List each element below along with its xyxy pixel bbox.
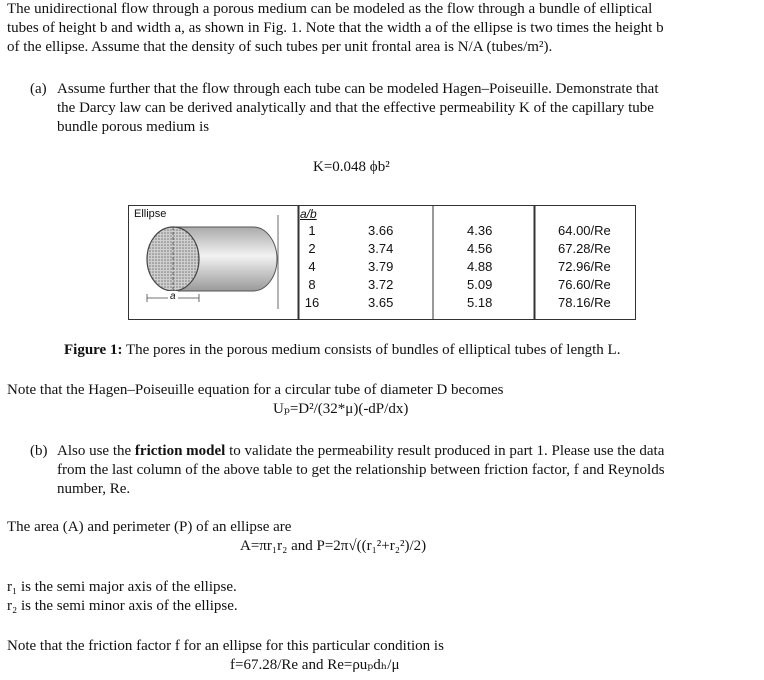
- col2-value: 3.65: [368, 295, 394, 310]
- col4-value: 67.28/Re: [558, 241, 611, 256]
- column-4: [558, 222, 611, 312]
- intro-paragraph: [7, 0, 762, 57]
- r1-note: r₁ is the semi major axis of the ellipse.: [7, 579, 237, 595]
- col4-value: 64.00/Re: [558, 223, 611, 238]
- ab-value: 2: [308, 241, 316, 256]
- part-a-line-3: bundle porous medium is: [57, 119, 210, 135]
- col4-value: 72.96/Re: [558, 259, 611, 274]
- ab-value: 1: [308, 223, 316, 238]
- ab-column: [302, 222, 322, 312]
- friction-note: Note that the friction factor f for an ellipse for this particular condition is: [7, 638, 444, 654]
- intro-line-1: The unidirectional flow through a porous medium can be modeled as the flow through a bundle of elliptical: [7, 1, 653, 17]
- column-2: [368, 222, 393, 312]
- part-a-marker: (a): [30, 81, 47, 97]
- figure-caption-text: The pores in the porous medium consists of bundles of elliptical tubes of length L.: [122, 342, 621, 358]
- col3-value: 5.09: [467, 277, 493, 292]
- part-b-line-1: [57, 442, 757, 461]
- col2-value: 3.66: [368, 223, 394, 238]
- ab-header: a/b: [300, 207, 317, 221]
- part-a-line-1: Assume further that the flow through each tube can be modeled Hagen–Poiseuille. Demonstrate that: [57, 81, 659, 97]
- part-b-line-2: from the last column of the above table to get the relationship between friction factor, f and Reynolds: [57, 462, 665, 478]
- formula-k: K=0.048 ϕb²: [313, 159, 390, 175]
- width-a-label: a: [170, 291, 176, 302]
- part-b-paragraph: [57, 442, 757, 499]
- intro-line-2: tubes of height b and width a, as shown in Fig. 1. Note that the width a of the ellipse is two times the height b: [7, 20, 664, 36]
- intro-line-3: of the ellipse. Assume that the density of such tubes per unit frontal area is N/A (tubes/m²).: [7, 39, 553, 55]
- friction-model-term: friction model: [134, 443, 226, 459]
- part-a-paragraph: [57, 80, 757, 137]
- elliptical-tube-drawing: [147, 215, 278, 309]
- col4-value: 78.16/Re: [558, 295, 611, 310]
- friction-equation: f=67.28/Re and Re=ρuₚdₕ/μ: [230, 657, 400, 673]
- ab-value: 4: [308, 259, 316, 274]
- part-b-line-1-start: Also use the: [57, 443, 135, 459]
- part-b-line-1-end: to validate the permeability result produced in part 1. Please use the data: [225, 443, 665, 459]
- col2-value: 3.74: [368, 241, 394, 256]
- ab-value: 16: [304, 295, 320, 310]
- ab-value: 8: [308, 277, 316, 292]
- area-note: The area (A) and perimeter (P) of an ellipse are: [7, 519, 292, 535]
- col3-value: 5.18: [467, 295, 493, 310]
- col3-value: 4.88: [467, 259, 493, 274]
- figure-caption-label: Figure 1:: [64, 342, 123, 358]
- area-equation: A=πr₁r₂ and P=2π√((r₁²+r₂²)/2): [240, 538, 427, 554]
- col3-value: 4.36: [467, 223, 493, 238]
- hagen-equation: Uₚ=D²/(32*μ)(-dP/dx): [273, 401, 409, 417]
- col2-value: 3.79: [368, 259, 394, 274]
- figure-table: [128, 205, 636, 320]
- r2-note: r₂ is the semi minor axis of the ellipse.: [7, 598, 238, 614]
- column-3: [467, 222, 492, 312]
- col3-value: 4.56: [467, 241, 493, 256]
- part-a-line-2: the Darcy law can be derived analytically and that the effective permeability K of the capillary tube: [57, 100, 654, 116]
- hagen-note: Note that the Hagen–Poiseuille equation for a circular tube of diameter D becomes: [7, 382, 504, 398]
- figure-caption: [64, 341, 620, 360]
- ellipse-label: Ellipse: [134, 208, 167, 220]
- part-b-marker: (b): [30, 443, 48, 459]
- col2-value: 3.72: [368, 277, 394, 292]
- part-b-line-3: number, Re.: [57, 481, 131, 497]
- col4-value: 76.60/Re: [558, 277, 611, 292]
